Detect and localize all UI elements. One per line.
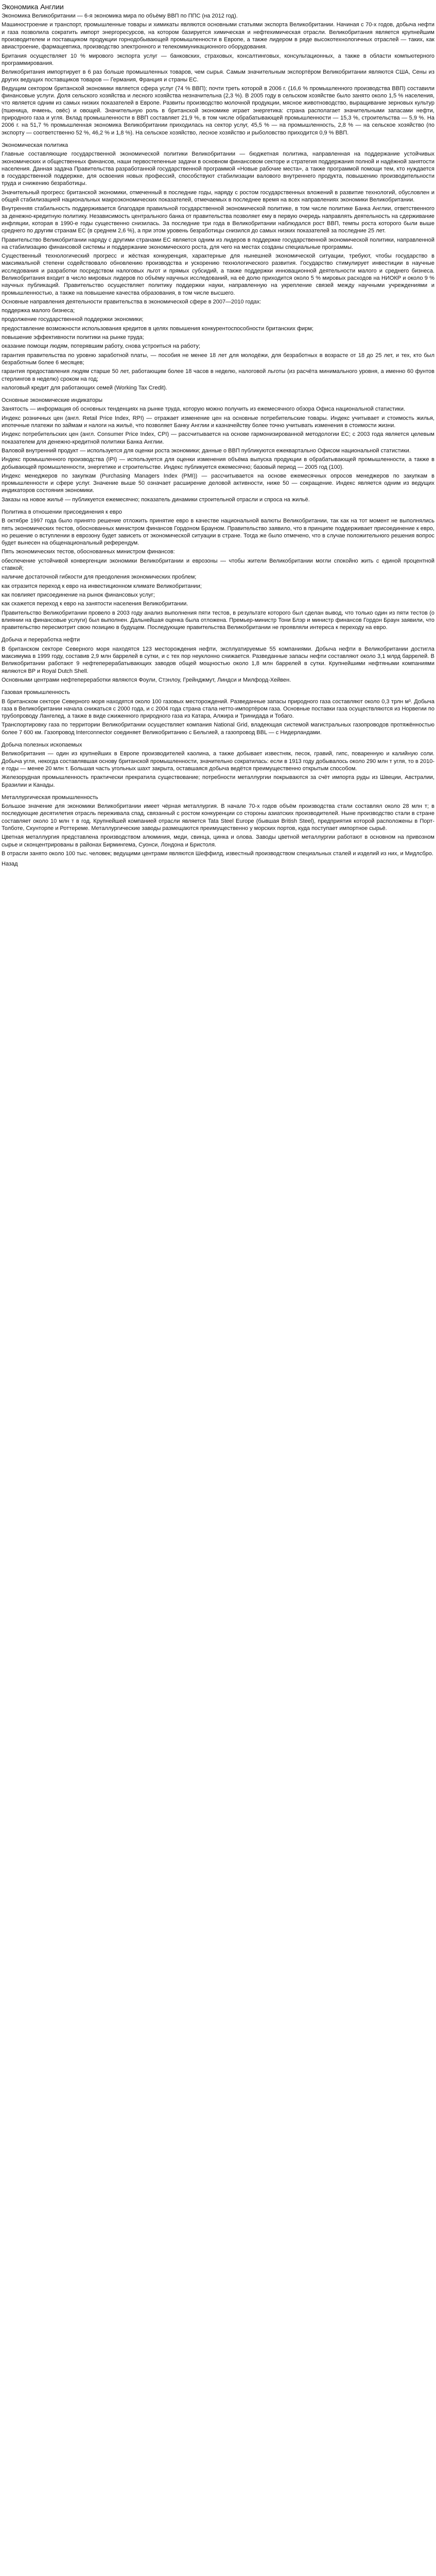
section-heading: Металлургическая промышленность [2, 794, 98, 801]
section [2, 636, 434, 684]
paragraph: оказание помощи людям, потерявшим работу, снова устроиться на работу; [2, 343, 201, 350]
section [2, 689, 434, 736]
paragraph: Правительство Великобритании наряду с другими странами ЕС является одним из лидеров в поддержке государственной экономической политики, направленной на стабилизацию финансовой системы и поддержание экономического роста, для чего на местах созданы специальные программы. [2, 236, 434, 250]
paragraph: Внутренняя стабильность поддерживается благодаря правильной государственной экономической политике, в том числе политике Банка Англии, ответственного за денежно-кредитную политику. Независимость центрального банка от правительства позволяет ему в первую очередь направлять деятельность на сдерживание инфляции, которая в 1990-е годы существенно снизилась. За последние три года в Великобритании наблюдался рост ВВП, темпы роста которого были выше среднего по другим странам ЕС (в среднем 2,6 %), а при этом уровень безработицы снизился до самых низких показателей за последние 25 лет. [2, 206, 434, 234]
paragraph: как отразится переход к евро на инвестиционном климате Великобритании; [2, 583, 202, 589]
section-heading: Экономическая политика [2, 142, 68, 148]
paragraph: предоставление возможности использования кредитов в целях повышения конкурентоспособности британских фирм; [2, 325, 313, 332]
paragraph: Заказы на новое жильё — публикуется ежемесячно; показатель динамики строительной отрасли и спроса на жильё. [2, 496, 310, 503]
paragraph: Индекс потребительских цен (англ. Consumer Price Index, CPI) — рассчитывается на основе гармонизированной методологии ЕС; с 2003 года является целевым показателем для денежно-кредитной политики Банка Англии. [2, 431, 434, 445]
paragraph: В отрасли занято около 100 тыс. человек; ведущими центрами являются Шеффилд, известный производством специальных сталей и изделий из них, и Мидлсбро. [2, 850, 433, 857]
paragraph: Основными центрами нефтепереработки являются Фоули, Стэнлоу, Грейнджмут, Линдси и Милфорд-Хейвен. [2, 676, 291, 683]
paragraph: как скажется переход к евро на занятости населения Великобритании. [2, 601, 188, 607]
paragraph: Большое значение для экономики Великобритании имеет чёрная металлургия. В начале 70-х годов объём производства стали составлял около 28 млн т; в последующие десятилетия отрасль переживала спад, связанный с ростом конкуренции со стороны азиатских производителей. Ныне производство стали в стране составляет около 10 млн т в год. Крупнейшей компанией отрасли является Tata Steel Europe (бывшая British Steel), предприятия которой расположены в Порт-Толботе, Скунторпе и Роттереме. Металлургические заводы размещаются преимущественно у морских портов, куда поступает импортное сырьё. [2, 803, 434, 832]
paragraph: Пять экономических тестов, обоснованных министром финансов: [2, 549, 175, 555]
section [2, 142, 434, 392]
paragraph: поддержка малого бизнеса; [2, 308, 75, 314]
paragraph: Индекс промышленного производства (IPI) — используется для оценки изменения объёма выпуска продукции в обрабатывающей промышленности, а также в добывающей промышленности, энергетике и строительстве. Индекс публикуется ежемесячно; базовый период — 2005 год (100). [2, 456, 434, 470]
section-heading: Газовая промышленность [2, 689, 70, 696]
paragraph: гарантия правительства по уровню заработной платы, — пособия не менее 18 лет для молодёжи, для безработных в возрасте от 18 до 25 лет, и тех, кто был безработным более 6 месяцев; [2, 352, 434, 366]
section-heading: Добыча и переработка нефти [2, 637, 80, 643]
section [2, 509, 434, 631]
section-heading: Добыча полезных ископаемых [2, 742, 82, 749]
paragraph: Валовой внутренний продукт — используется для оценки роста экономики; данные о ВВП публикуются ежеквартально Офисом национальной статистики. [2, 447, 411, 454]
paragraph: повышение эффективности политики на рынке труда; [2, 334, 144, 341]
paragraph: Британия осуществляет 10 % мирового экспорта услуг — банковских, страховых, консалтинговых, консультационных, а также в области компьютерного программирования. [2, 53, 434, 66]
back-link[interactable]: Назад [2, 861, 18, 868]
paragraph: Индекс менеджеров по закупкам (Purchasing Managers Index (PMI)) — рассчитывается на основе ежемесячных опросов менеджеров по закупкам в промышленности и сфере услуг. Значение выше 50 означает расширение деловой активности, ниже 50 — сокращение. Индекс является одним из ведущих индикаторов состояния экономики. [2, 472, 434, 494]
paragraph: гарантия предоставления людям старше 50 лет, работающим более 18 часов в неделю, налоговой льготы (из расчёта минимального уровня, а именно 60 фунтов стерлингов в неделю) сроком на год; [2, 368, 434, 382]
paragraph: Экономика Великобритании — 6-я экономика мира по объёму ВВП по ППС (на 2012 год). [2, 13, 238, 20]
article [0, 0, 436, 868]
paragraph: В октябре 1997 года было принято решение отложить принятие евро в качестве национальной валюты Великобритании, так как на тот момент не выполнялись пять экономических тестов, обоснованных министром финансов Гордоном Брауном. Правительство заявило, что в принципе поддерживает присоединение к евро, но решение о вступлении в еврозону будет зависеть от экономической ситуации в стране. Тогда же было отмечено, что в случае положительного решения вопрос будет вынесен на общенациональный референдум. [2, 518, 434, 547]
paragraph: Железорудная промышленность практически прекратила существование; потребности металлургии покрываются за счёт импорта руды из Швеции, Австралии, Бразилии и Канады. [2, 774, 434, 788]
paragraph: Существенный технологический прогресс и жёсткая конкуренция, характерные для нынешней экономической ситуации, требуют, чтобы государство в максимальной степени содействовало обновлению производства и ускорению технологического развития. Государство стимулирует инвестиции в научные исследования и разработки посредством налоговых льгот и прямых субсидий, а также поддержки инновационной деятельности малого и среднего бизнеса. Великобритания входит в число мировых лидеров по объёму научных исследований, на её долю приходится около 5 % мировых расходов на НИОКР и около 9 % научных публикаций. Правительство осуществляет политику поддержки науки, направленную на укрепление связей между научными учреждениями и промышленностью, а также на повышение качества образования, в том числе высшего. [2, 253, 434, 296]
paragraph: как повлияет присоединение на рынок финансовых услуг; [2, 591, 155, 598]
paragraph: обеспечение устойчивой конвергенции экономики Великобритании и еврозоны — чтобы жители Великобритании могли спокойно жить с единой процентной ставкой; [2, 557, 434, 572]
paragraph: Индекс розничных цен (англ. Retail Price Index, RPI) — отражает изменение цен на основные потребительские товары. Индекс учитывает и стоимость жилья, ипотечные платежи по займам и налоги на жильё, что позволяет Банку Англии и казначейству более точно учитывать изменения в стоимости жизни. [2, 415, 434, 429]
section [2, 794, 434, 857]
paragraph: Занятость — информация об основных тенденциях на рынке труда, которую можно получить из ежемесячного обзора Офиса национальной статистики. [2, 406, 406, 413]
paragraph: продолжение государственной поддержки экономики; [2, 316, 144, 323]
section [2, 12, 434, 137]
page-title: Экономика Англии [2, 3, 64, 11]
paragraph: Машиностроение и транспорт, промышленные товары и химикаты являются основными статьями экспорта Великобритании. Начиная с 70-х годов, добыча нефти и газа позволила сократить импорт энергоресурсов, на котором базируется химическая и нефтехимическая отрасли. Великобритания является крупнейшим производителем и поставщиком продукции горнодобывающей промышленности в Европе, а также лидером в ряде высокотехнологичных отраслей — таких, как авиастроение, фармацевтика, производство электронного и телекоммуникационного оборудования. [2, 22, 434, 50]
paragraph: Основные направления деятельности правительства в экономической сфере в 2007—2010 годах: [2, 298, 261, 305]
paragraph: Правительство Великобритании провело в 2003 году анализ выполнения пяти тестов, в результате которого был сделан вывод, что только один из пяти тестов (о влиянии на финансовые услуги) был выполнен. Дальнейшая оценка была отложена. Премьер-министр Тони Блэр и министр финансов Гордон Браун заявили, что правительство пересмотрит свою позицию в будущем. Последующие правительства Великобритании не проявляли интереса к переходу на евро. [2, 609, 434, 631]
paragraph: Значительный прогресс британской экономики, отмеченный в последние годы, наряду с ростом государственных вложений в развитие технологий, обусловлен и общей стабилизацией национальных макроэкономических показателей, отмечаемых в последнее время на всех направлениях экономики Великобритании. [2, 189, 434, 204]
paragraph: Транспортировку газа по территории Великобритании осуществляет компания National Grid, владеющая системой магистральных газопроводов протяжённостью более 7 600 км. Газопровод Interconnector соединяет Великобританию с Бельгией, а газопровод BBL — с Нидерландами. [2, 722, 434, 736]
paragraph: наличие достаточной гибкости для преодоления экономических проблем; [2, 574, 197, 581]
paragraph: Великобритания — один из крупнейших в Европе производителей каолина, а также добывает известняк, песок, гравий, гипс, поваренную и калийную соли. Добыча угля, некогда составлявшая основу британской промышленности, значительно сократилась: если в 1913 году добывалось около 290 млн т угля, то в 2010-е годы — менее 20 млн т. Большая часть угольных шахт закрыта, оставшаяся добыча ведётся преимущественно открытым способом. [2, 751, 434, 772]
paragraph: Великобритания импортирует в 6 раз больше промышленных товаров, чем сырья. Самым значительным экспортёром Великобритании являются США, Сены из других ведущих поставщиков товаров — Германия, Франция и страны ЕС. [2, 69, 434, 83]
section-heading: Политика в отношении присоединения к евро [2, 509, 123, 515]
paragraph: Главные составляющие государственной экономической политики Великобритании — бюджетная политика, направленная на поддержание устойчивых экономических и общественных финансов, наши первостепенные задачи в основном финансовом секторе и стратегия поддержания полной и надёжной занятости населения. Данная задача Правительства разработанной государственной программой «Новые рабочие места», а также программой помощи тем, кто нуждается в государственной поддержке, для освоения новых профессий, способствуют стабилизации валового внутреннего продукта, повышению производительности труда и снижению безработицы. [2, 151, 434, 187]
article-body [2, 12, 434, 857]
paragraph: В британском секторе Северного моря находятся 123 месторождения нефти, эксплуатируемые 55 компаниями. Добыча нефти в Великобритании достигла максимума в 1999 году, составив 2,9 млн баррелей в сутки, и с тех пор неуклонно снижается. Разведанные запасы нефти составляют около 3,1 млрд баррелей. В Великобритании работают 9 нефтеперерабатывающих заводов общей мощностью около 1,8 млн баррелей в сутки. Крупнейшими нефтяными компаниями являются BP и Royal Dutch Shell. [2, 646, 434, 674]
paragraph: Цветная металлургия представлена производством алюминия, меди, свинца, цинка и олова. Заводы цветной металлургии работают в основном на привозном сырье и сконцентрированы в районах Бирмингема, Суонси, Лондона и Бристоля. [2, 834, 434, 848]
section [2, 741, 434, 789]
section-heading: Основные экономические индикаторы [2, 397, 103, 404]
section [2, 397, 434, 503]
paragraph: Ведущим сектором британской экономики является сфера услуг (74 % ВВП); почти треть которой в 2006 г. (16,6 % промышленного производства ВВП) составили финансовые услуги. Доля сельского хозяйства и лесного хозяйства незначительна (2,3 %). В 2005 году в сельском хозяйстве было занято около 1,5 % населения, что является одним из самых низких показателей в Европе. Развиты производство молочной продукции, мясное животноводство, выращивание зерновых культур (пшеница, ячмень, овёс) и овощей. Значительную роль в британской экономике играет энергетика: страна располагает значительными запасами нефти, природного газа и угля. Вклад промышленности в ВВП составляет 21,9 %, в том числе обрабатывающей промышленности — 15,3 %, строительства — 5,9 %. На 2006 г. на 51,7 % промышленная экономика Великобритании приходилась на сектор услуг, 45,5 % — на промышленность, 2,8 % — на сельское хозяйство (по экспорту — соответственно 52 %, 46,2 % и 1,8 %). На сельское хозяйство, лесное хозяйство и рыболовство приходится 0,9 % ВВП. [2, 85, 434, 136]
paragraph: В британском секторе Северного моря находятся около 100 газовых месторождений. Разведанные запасы природного газа составляют около 0,3 трлн м³. Добыча газа в Великобритании начала снижаться с 2000 года, и с 2004 года страна стала нетто-импортёром газа. Основные поставки газа осуществляются из Норвегии по трубопроводу Лангелед, а также в виде сжиженного природного газа из Катара, Алжира и Тринидада и Тобаго. [2, 698, 434, 720]
paragraph: налоговый кредит для работающих семей (Working Tax Credit). [2, 384, 167, 391]
